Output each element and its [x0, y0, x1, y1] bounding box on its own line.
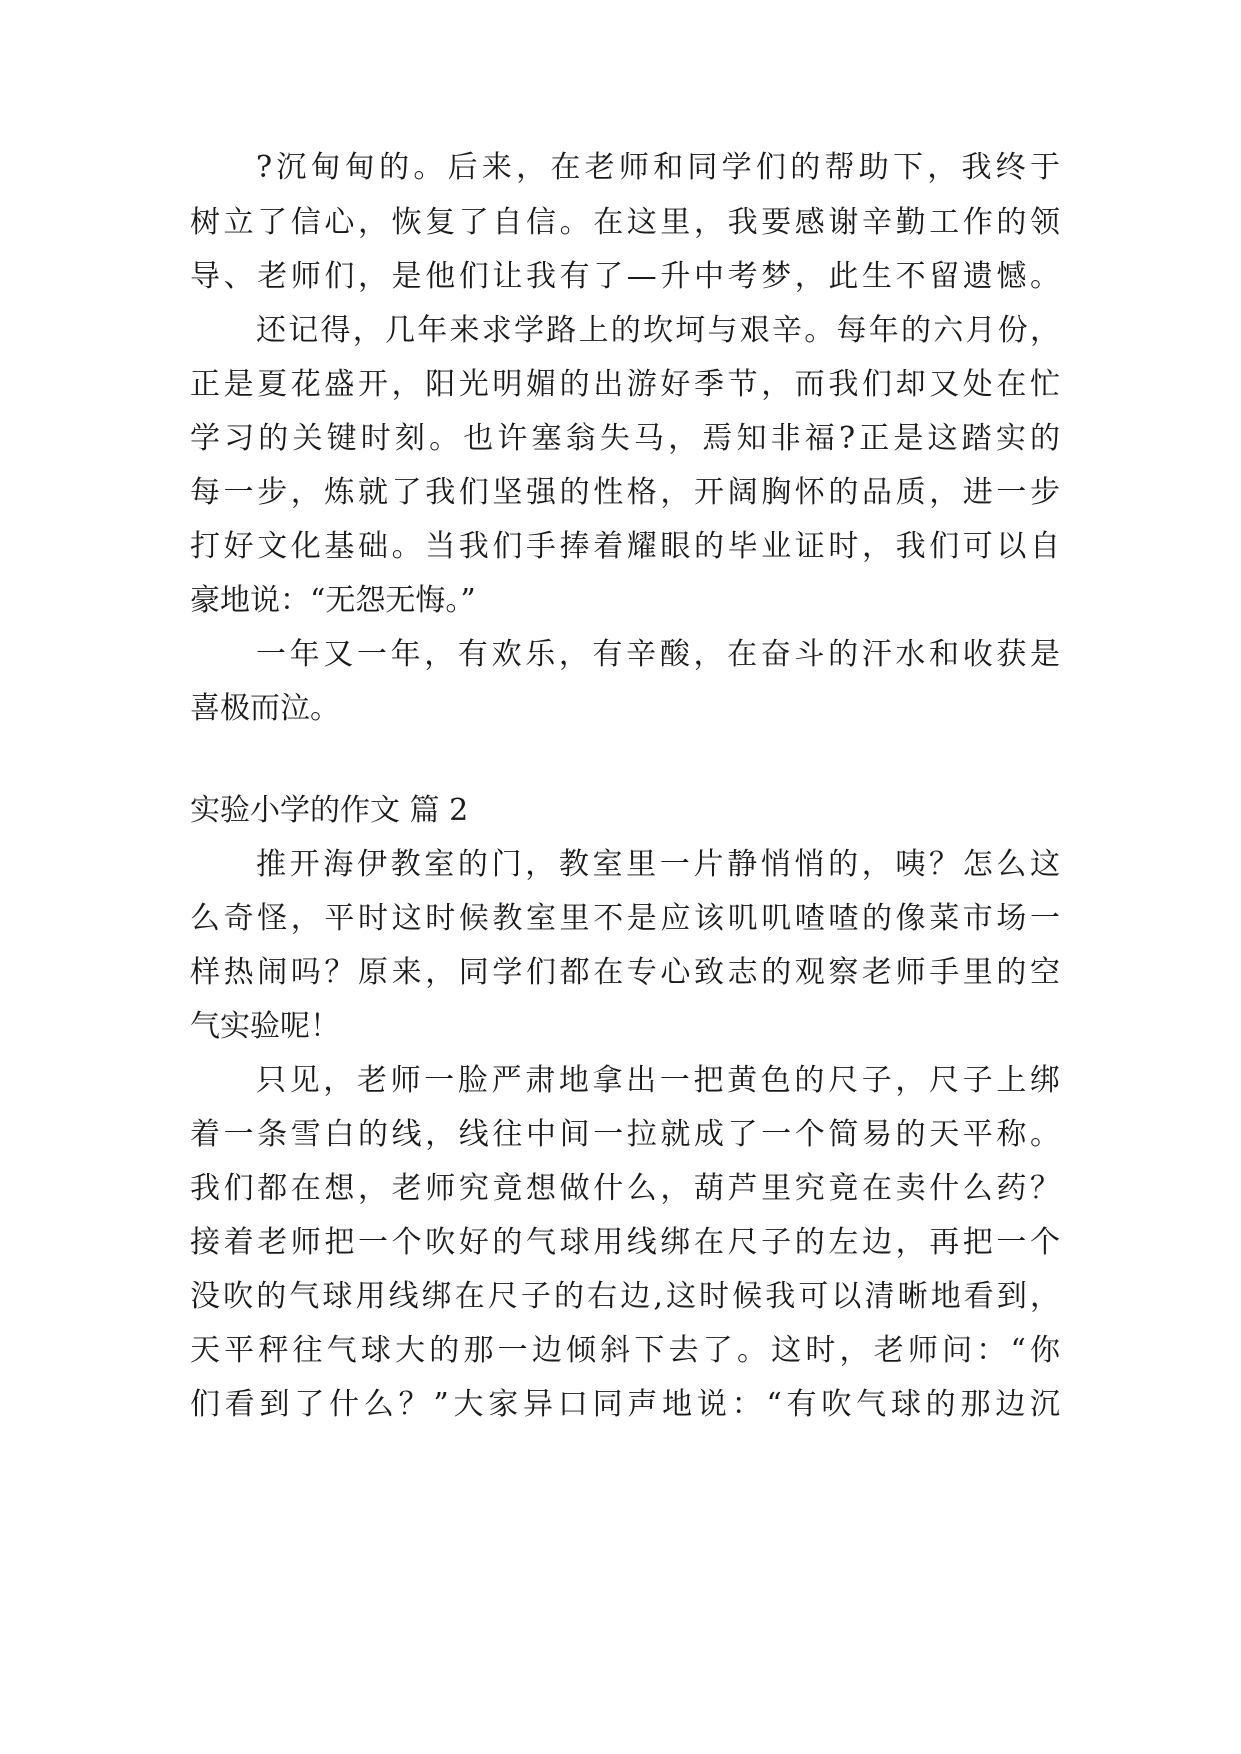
- paragraph-line: 导、老师们，是他们让我有了—升中考梦，此生不留遗憾。: [190, 259, 1060, 294]
- paragraph-line: 们看到了什么？”大家异口同声地说：“有吹气球的那边沉: [190, 1387, 1060, 1422]
- paragraph-line: 接着老师把一个吹好的气球用线绑在尺子的左边，再把一个: [190, 1225, 1060, 1260]
- paragraph-line: 没吹的气球用线绑在尺子的右边,这时候我可以清晰地看到，: [190, 1279, 1060, 1314]
- paragraph-line: 正是夏花盛开，阳光明媚的出游好季节，而我们却又处在忙: [190, 367, 1060, 402]
- section-heading: 实验小学的作文 篇 2: [190, 793, 469, 828]
- paragraph-line: 着一条雪白的线，线往中间一拉就成了一个简易的天平称。: [190, 1117, 1060, 1152]
- paragraph-line: 推开海伊教室的门，教室里一片静悄悄的，咦？怎么这: [256, 847, 1060, 882]
- paragraph-line: 每一步，炼就了我们坚强的性格，开阔胸怀的品质，进一步: [190, 475, 1060, 510]
- paragraph-line: 天平秤往气球大的那一边倾斜下去了。这时，老师问：“你: [190, 1333, 1060, 1368]
- paragraph-line: 还记得，几年来求学路上的坎坷与艰辛。每年的六月份，: [256, 313, 1060, 348]
- paragraph-line: 只见，老师一脸严肃地拿出一把黄色的尺子，尺子上绑: [256, 1063, 1060, 1098]
- paragraph-line: 我们都在想，老师究竟想做什么，葫芦里究竟在卖什么药？: [190, 1171, 1060, 1206]
- paragraph-line: 学习的关键时刻。也许塞翁失马，焉知非福?正是这踏实的: [190, 421, 1060, 456]
- paragraph-line: 喜极而泣。: [190, 691, 340, 726]
- paragraph-line: 树立了信心，恢复了自信。在这里，我要感谢辛勤工作的领: [190, 205, 1060, 240]
- paragraph-line: 豪地说：“无怨无悔。”: [190, 583, 476, 618]
- paragraph-line: 么奇怪，平时这时候教室里不是应该叽叽喳喳的像菜市场一: [190, 901, 1060, 936]
- paragraph-line: 气实验呢！: [190, 1009, 340, 1044]
- paragraph-line: 样热闹吗？原来，同学们都在专心致志的观察老师手里的空: [190, 955, 1060, 990]
- paragraph-line: ?沉甸甸的。后来，在老师和同学们的帮助下，我终于: [256, 150, 1060, 185]
- paragraph-line: 打好文化基础。当我们手捧着耀眼的毕业证时，我们可以自: [190, 529, 1060, 564]
- paragraph-line: 一年又一年，有欢乐，有辛酸，在奋斗的汗水和收获是: [256, 637, 1060, 672]
